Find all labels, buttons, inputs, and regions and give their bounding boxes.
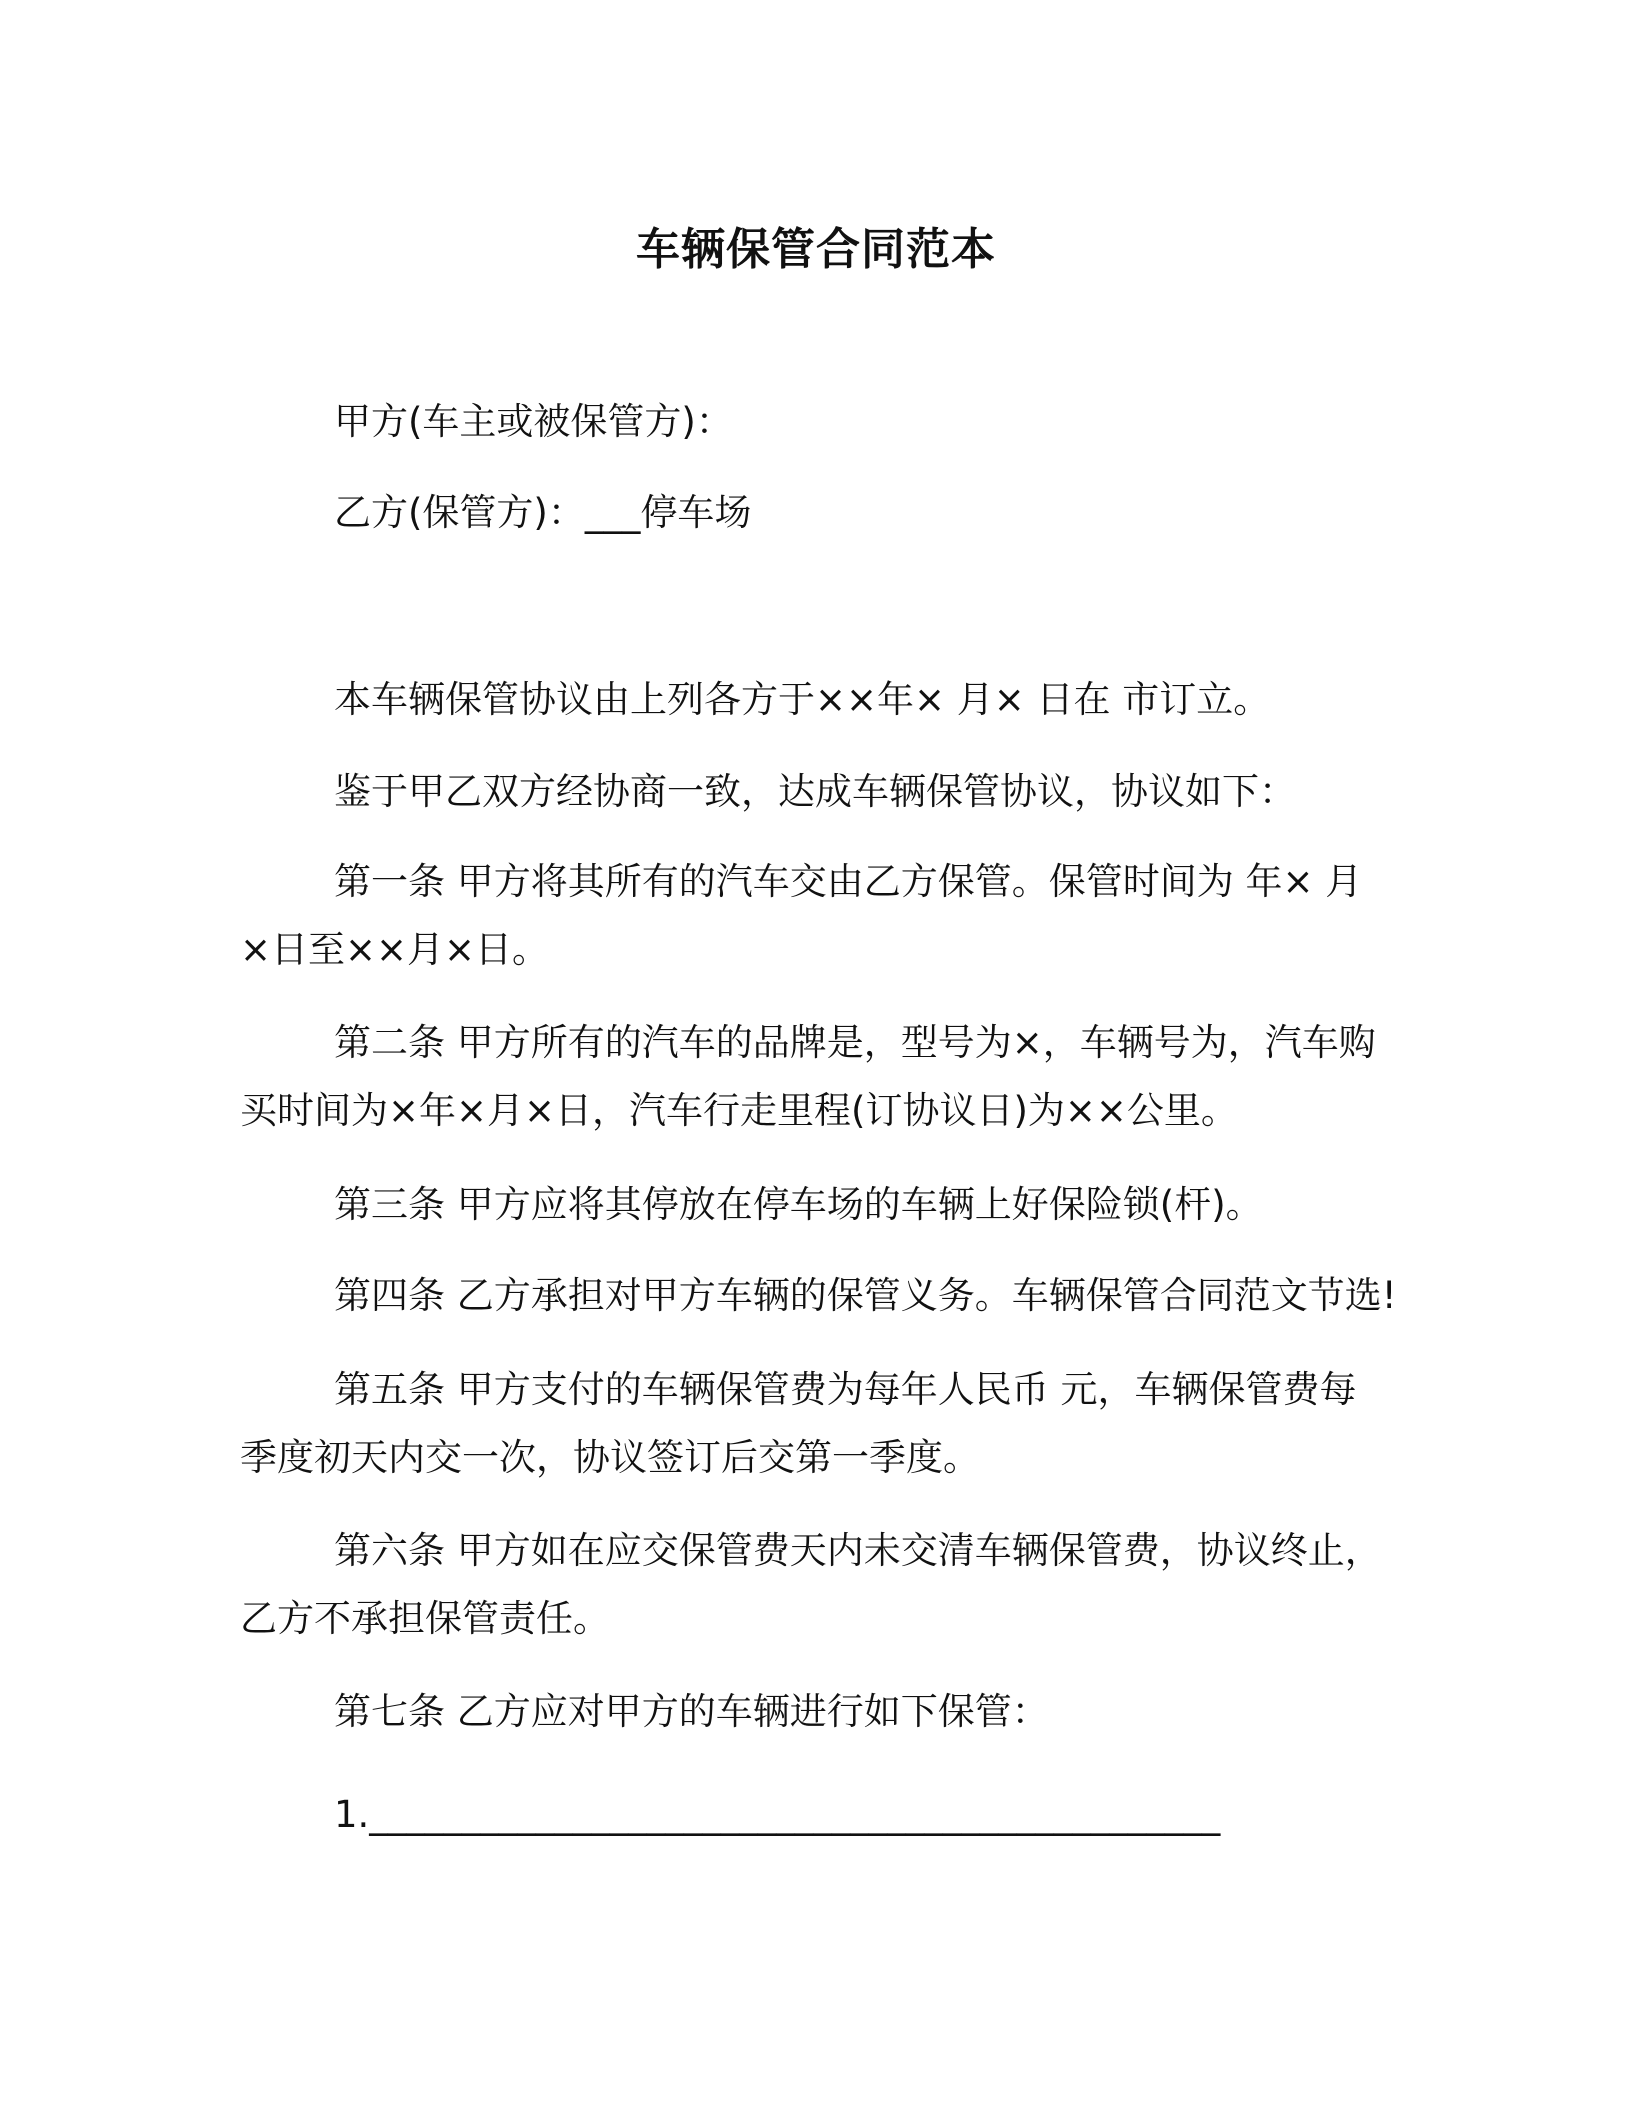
article-1-line-1: 第一条 甲方将其所有的汽车交由乙方保管。保管时间为 年× 月: [334, 860, 1363, 903]
article-1-line-2: ×日至××月×日。: [240, 928, 550, 971]
article-5-line-2: 季度初天内交一次，协议签订后交第一季度。: [240, 1436, 980, 1479]
article-4-line-1: 第四条 乙方承担对甲方车辆的保管义务。车辆保管合同范文节选!: [334, 1274, 1397, 1317]
party-a-line: 甲方(车主或被保管方)：: [334, 400, 733, 443]
article-2-line-2: 买时间为×年×月×日，汽车行走里程(订协议日)为××公里。: [240, 1089, 1238, 1132]
article-7-line-1: 第七条 乙方应对甲方的车辆进行如下保管：: [334, 1690, 1049, 1733]
party-b-line: 乙方(保管方)：___停车场: [334, 491, 752, 534]
article-6-line-1: 第六条 甲方如在应交保管费天内未交清车辆保管费，协议终止，: [334, 1529, 1382, 1572]
item-1-blank-line: 1.______________________________________________: [334, 1793, 1221, 1836]
article-2-line-1: 第二条 甲方所有的汽车的品牌是，型号为×，车辆号为，汽车购: [334, 1021, 1376, 1064]
document-title: 车辆保管合同范本: [636, 224, 996, 275]
intro-paragraph: 本车辆保管协议由上列各方于××年× 月× 日在 市订立。: [334, 678, 1271, 721]
article-5-line-1: 第五条 甲方支付的车辆保管费为每年人民币 元，车辆保管费每: [334, 1368, 1357, 1411]
article-3-line-1: 第三条 甲方应将其停放在停车场的车辆上好保险锁(杆)。: [334, 1183, 1263, 1226]
preamble-paragraph: 鉴于甲乙双方经协商一致，达成车辆保管协议，协议如下：: [334, 770, 1296, 813]
article-6-line-2: 乙方不承担保管责任。: [240, 1597, 610, 1640]
